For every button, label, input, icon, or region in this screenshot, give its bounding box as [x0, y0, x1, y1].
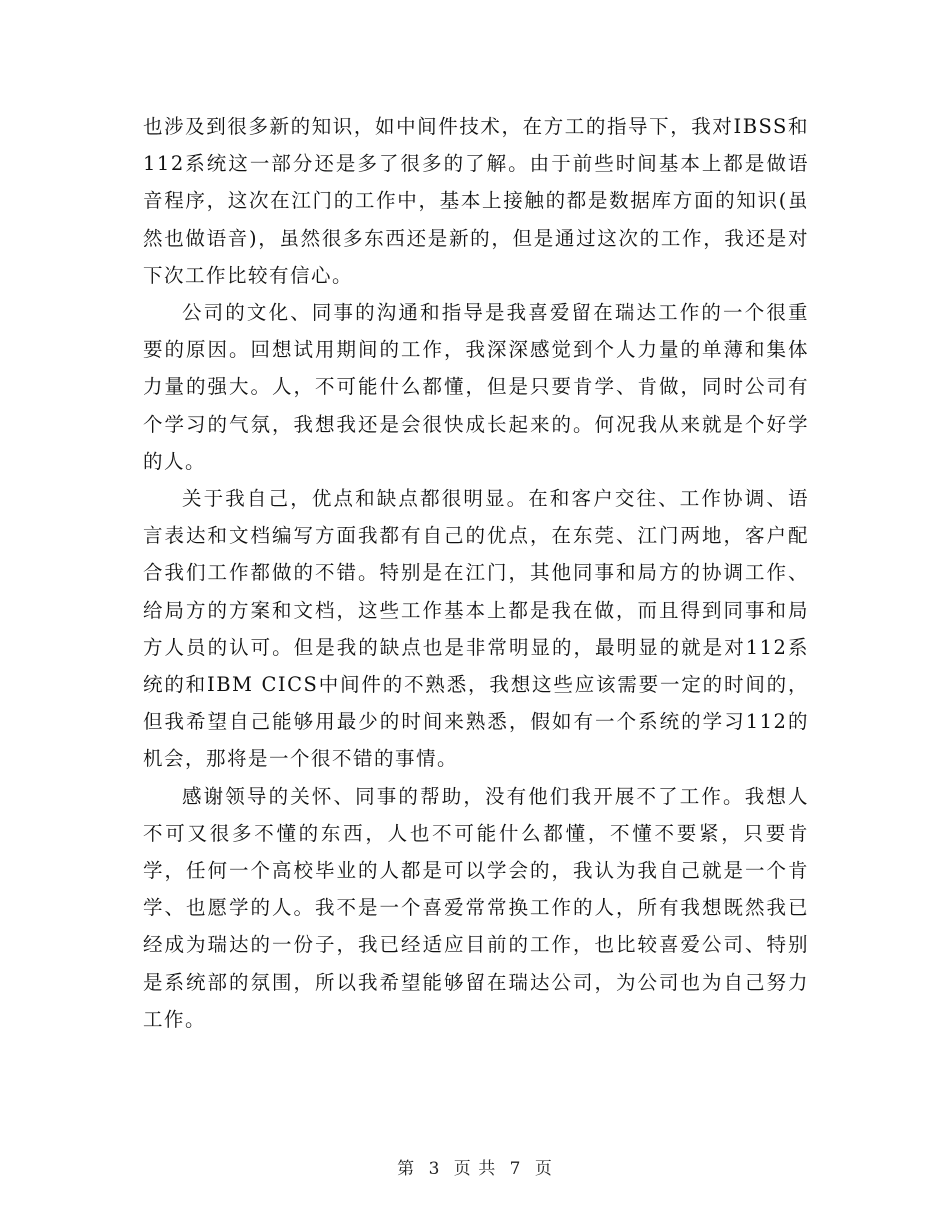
total-pages-number: 7 [509, 1159, 522, 1179]
page-prefix: 第 [397, 1159, 416, 1179]
document-body [143, 108, 809, 1038]
page-mid: 页 共 [453, 1159, 497, 1179]
paragraph-3: 关于我自己，优点和缺点都很明显。在和客户交往、工作协调、语言表达和文档编写方面我都有自己的优点，在东莞、江门两地，客户配合我们工作都做的不错。特别是在江门，其他同事和局方的协调工作、给局方的方案和文档，这些工作基本上都是我在做，而且得到同事和局方人员的认可。但是我的缺点也是非常明显的，最明显的就是对112系统的和IBM CICS中间件的不熟悉，我想这些应该需要一定的时间的，但我希望自己能够用最少的时间来熟悉，假如有一个系统的学习112的机会，那将是一个很不错的事情。 [143, 487, 809, 771]
page-suffix: 页 [534, 1159, 553, 1179]
paragraph-2: 公司的文化、同事的沟通和指导是我喜爱留在瑞达工作的一个很重要的原因。回想试用期间的工作，我深深感觉到个人力量的单薄和集体力量的强大。人，不可能什么都懂，但是只要肯学、肯做，同时公司有个学习的气氛，我想我还是会很快成长起来的。何况我从来就是个好学的人。 [143, 301, 809, 473]
page-footer [0, 1154, 950, 1179]
current-page-number: 3 [428, 1159, 441, 1179]
paragraph-4: 感谢领导的关怀、同事的帮助，没有他们我开展不了工作。我想人不可又很多不懂的东西，人也不可能什么都懂，不懂不要紧，只要肯学，任何一个高校毕业的人都是可以学会的，我认为我自己就是一个肯学、也愿学的人。我不是一个喜爱常常换工作的人，所有我想既然我已经成为瑞达的一份子，我已经适应目前的工作，也比较喜爱公司、特别是系统部的氛围，所以我希望能够留在瑞达公司，为公司也为自己努力工作。 [143, 784, 809, 1031]
paragraph-1: 也涉及到很多新的知识，如中间件技术，在方工的指导下，我对IBSS和112系统这一部分还是多了很多的了解。由于前些时间基本上都是做语音程序，这次在江门的工作中，基本上接触的都是数据库方面的知识(虽然也做语音)，虽然很多东西还是新的，但是通过这次的工作，我还是对下次工作比较有信心。 [143, 115, 809, 287]
